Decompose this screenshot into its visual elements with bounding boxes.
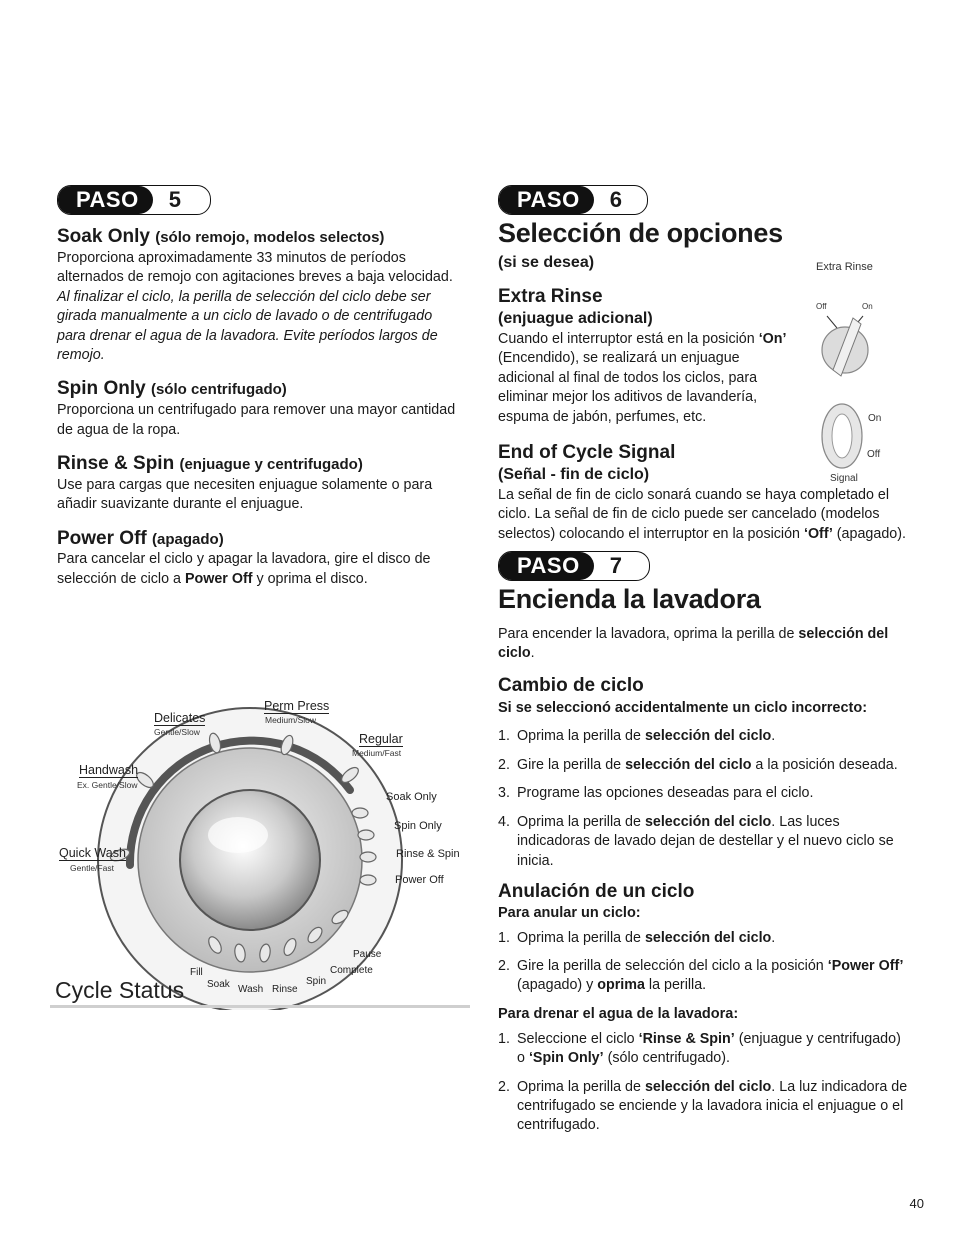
spin-only-heading: Spin Only (sólo centrifugado) — [57, 378, 287, 400]
step7-badge — [498, 551, 650, 581]
step5-badge — [57, 185, 211, 215]
spin-only-text: Proporciona un centrifugado para remover una mayor cantidad de agua de la ropa. — [57, 402, 456, 438]
knob-off-label: Off — [816, 302, 827, 311]
status-soak: Soak — [207, 979, 230, 990]
status-wash: Wash — [238, 984, 264, 995]
step5-section — [57, 185, 457, 601]
list-item: 1. Oprima la perilla de selección del ciclo. — [498, 929, 776, 946]
rinse-spin-text: Use para cargas que necesiten enjuague solamente o para añadir suavizante durante el enjuague. — [57, 476, 433, 513]
end-signal-sub: (Señal - fin de ciclo) — [498, 465, 650, 483]
paso-label: PASO — [499, 552, 594, 580]
status-spin: Spin — [306, 976, 327, 987]
status-fill: Fill — [190, 967, 203, 978]
switch-on-label: On — [868, 413, 882, 424]
power-off-block — [57, 527, 457, 590]
step6-title: Selección de opciones — [498, 218, 783, 248]
change-cycle-sub: Si se seleccionó accidentalmente un ciclo incorrecto: — [498, 700, 868, 717]
soak-only-text: Proporciona aproximadamente 33 minutos de períodos alternados de remojo con agitaciones breves a baja velocidad. Al finalizar el ciclo, la perilla de selección del ciclo debe ser girada manualmente a un ciclo de lavado o de centrifugado para drenar el agua de la lavadora. Evite períodos largos de remojo. — [57, 249, 453, 363]
dial-label-power-off: Power Off — [395, 874, 444, 886]
cancel-cycle-list — [498, 929, 908, 996]
page-number: 40 — [909, 1196, 924, 1211]
change-cycle-list — [498, 727, 908, 871]
paso-label: PASO — [58, 186, 153, 214]
cancel-cycle-sub: Para anular un ciclo: — [498, 904, 641, 921]
end-signal-heading: End of Cycle Signal — [498, 442, 676, 464]
switch-off-label: Off — [867, 449, 881, 460]
dial-sub-delicates: Gentle/Slow — [154, 727, 200, 737]
step-number: 7 — [609, 553, 622, 579]
list-item: 1. Oprima la perilla de selección del ciclo. — [498, 728, 776, 745]
extra-rinse-heading: Extra Rinse — [498, 286, 603, 308]
dial-sub-perm-press: Medium/Slow — [265, 715, 317, 725]
dial-label-delicates: Delicates — [154, 711, 206, 725]
paso-label: PASO — [499, 186, 594, 214]
cycle-status-label: Cycle Status — [55, 977, 185, 1003]
soak-only-heading: Soak Only (sólo remojo, modelos selectos) — [57, 226, 385, 247]
list-item: 4. Oprima la perilla de selección del ciclo. Las luces indicadoras de lavado dejan de destellar y el nuevo ciclo se inicia. — [498, 813, 894, 869]
status-pause: Pause — [353, 949, 382, 960]
status-complete: Complete — [330, 965, 373, 976]
list-item: 2. Gire la perilla de selección del ciclo a la posición deseada. — [498, 756, 898, 773]
list-item: 2. Gire la perilla de selección del ciclo a la posición ‘Power Off’ (apagado) y oprima la perilla. — [498, 957, 904, 994]
soak-only-block — [57, 225, 457, 365]
dial-label-handwash: Handwash — [79, 763, 139, 777]
switch-signal-label: Signal — [830, 473, 858, 484]
knob-on-label: On — [862, 302, 873, 311]
spin-only-block — [57, 377, 457, 440]
rinse-spin-heading: Rinse & Spin (enjuague y centrifugado) — [57, 453, 363, 474]
extra-rinse-block — [498, 285, 788, 427]
list-item: 3. Programe las opciones deseadas para el ciclo. — [498, 785, 814, 802]
step7-intro: Para encender la lavadora, oprima la perilla de selección del ciclo. — [498, 625, 889, 662]
step7-title: Encienda la lavadora — [498, 584, 761, 615]
dial-label-regular: Regular — [359, 732, 403, 746]
extra-rinse-knob-label: Extra Rinse — [816, 261, 873, 273]
step-number: 6 — [609, 187, 622, 212]
dial-label-perm-press: Perm Press — [264, 699, 330, 713]
change-cycle-heading: Cambio de ciclo — [498, 674, 644, 696]
dial-baseline — [50, 1005, 470, 1008]
extra-rinse-knob-icon — [815, 310, 875, 385]
dial-sub-quick-wash: Gentle/Fast — [70, 863, 114, 873]
cycle-dial-illustration — [50, 695, 470, 1010]
end-signal-text: La señal de fin de ciclo sonará cuando se haya completado el ciclo. La señal de fin de ciclo puede ser cancelado (modelos selectos) colocando el interruptor en la posición ‘Off’ (apagado). — [498, 486, 906, 542]
step6-badge — [498, 185, 648, 215]
dial-label-soak-only: Soak Only — [386, 791, 437, 803]
rinse-spin-block — [57, 452, 457, 515]
dial-label-quick-wash: Quick Wash — [59, 846, 126, 860]
status-rinse: Rinse — [272, 984, 298, 995]
step-number: 5 — [168, 187, 181, 212]
dial-label-rinse-spin: Rinse & Spin — [396, 848, 460, 860]
list-item: 1. Seleccione el ciclo ‘Rinse & Spin’ (enjuague y centrifugado) o ‘Spin Only’ (sólo centrifugado). — [498, 1030, 901, 1067]
drain-sub: Para drenar el agua de la lavadora: — [498, 1005, 739, 1022]
step6-subtitle: (si se desea) — [498, 253, 595, 271]
signal-switch-icon — [820, 402, 865, 470]
dial-label-spin-only: Spin Only — [394, 820, 442, 832]
extra-rinse-sub: (enjuague adicional) — [498, 310, 653, 328]
drain-list — [498, 1030, 908, 1136]
list-item: 2. Oprima la perilla de selección del ciclo. La luz indicadora de centrifugado se enciende y la lavadora inicia el enjuague o el centrifugado. — [498, 1078, 908, 1134]
power-off-heading: Power Off (apagado) — [57, 527, 224, 549]
cancel-cycle-heading: Anulación de un ciclo — [498, 880, 695, 902]
power-off-text: Para cancelar el ciclo y apagar la lavadora, gire el disco de selección de ciclo a Power Off y oprima el disco. — [57, 551, 431, 587]
dial-sub-regular: Medium/Fast — [352, 748, 402, 758]
extra-rinse-text: Cuando el interruptor está en la posición ‘On’ (Encendido), se realizará un enjuague adicional al final de todos los ciclos, para eliminar mejor los aditivos de lavandería, espuma de jabón, perfumes, etc. — [498, 331, 787, 425]
dial-sub-handwash: Ex. Gentle/Slow — [77, 780, 138, 790]
